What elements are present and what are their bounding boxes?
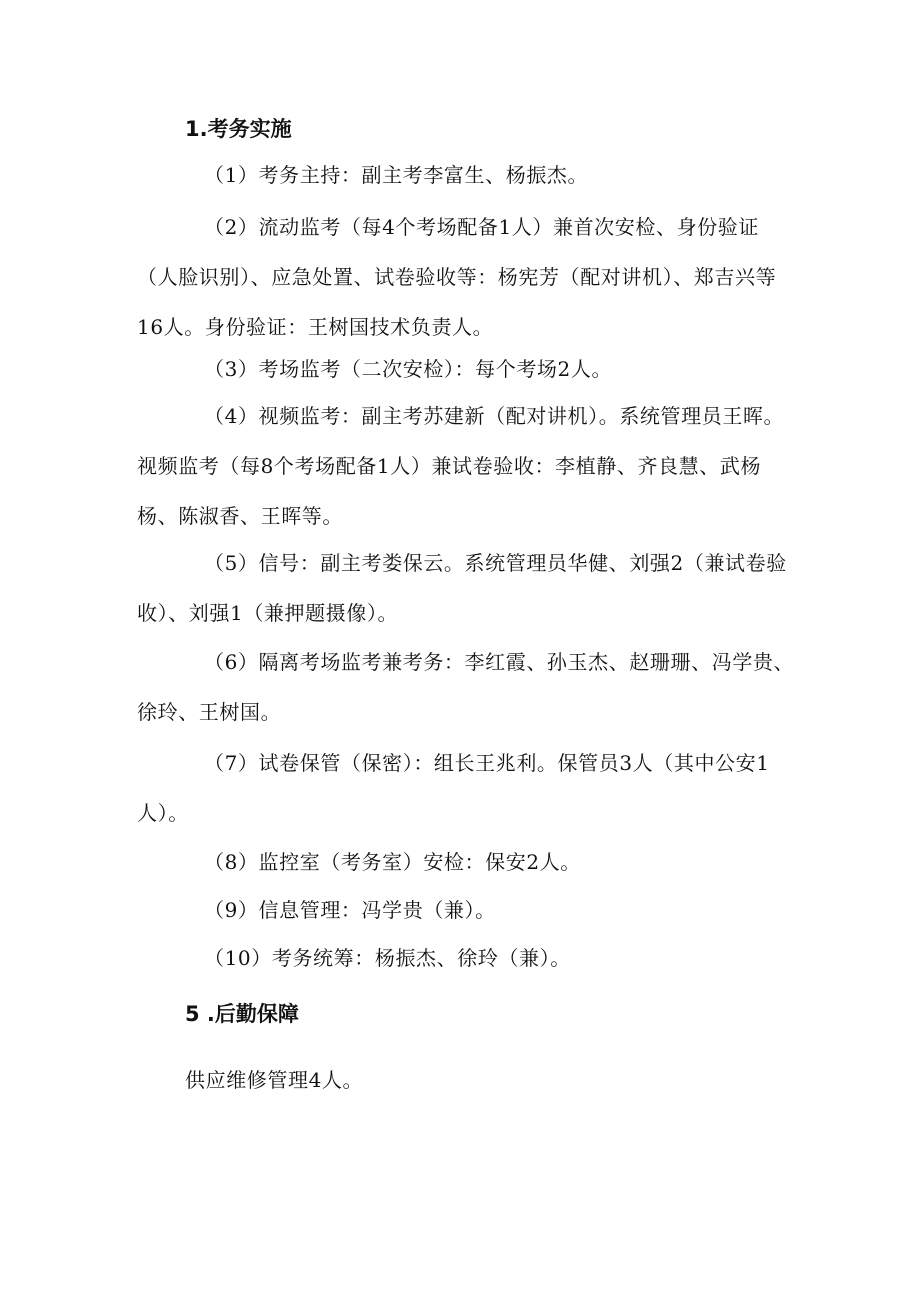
- item-2-mobile-invigilation: （2）流动监考（每4个考场配备1人）兼首次安检、身份验证（人脸识别）、应急处置、试卷验收等：杨宪芳（配对讲机）、郑吉兴等16人。身份验证：王树国技术负责人。: [137, 215, 777, 339]
- item-1-exam-host: （1）考务主持：副主考李富生、杨振杰。: [204, 163, 589, 187]
- item-8-monitoring-room: （8）监控室（考务室）安检：保安2人。: [204, 850, 581, 874]
- section-heading-exam-affairs: 1.考务实施: [185, 117, 292, 141]
- item-3-room-invigilation: （3）考场监考（二次安检）：每个考场2人。: [204, 357, 613, 381]
- section-heading-logistics: 5 .后勤保障: [185, 1002, 299, 1026]
- item-9-info-management: （9）信息管理：冯学贵（兼）。: [204, 898, 496, 922]
- item-10-coordination: （10）考务统筹：杨振杰、徐玲（兼）。: [204, 946, 571, 970]
- item-5-signal: （5）信号：副主考娄保云。系统管理员华健、刘强2（兼试卷验收）、刘强1（兼押题摄像）。: [137, 551, 787, 625]
- item-6-isolation-room: （6）隔离考场监考兼考务：李红霞、孙玉杰、赵珊珊、冯学贵、徐玲、王树国。: [137, 650, 795, 724]
- item-4-video-invigilation: （4）视频监考：副主考苏建新（配对讲机）。系统管理员王晖。视频监考（每8个考场配备1人）兼试卷验收：李植静、齐良慧、武杨杨、陈淑香、王晖等。: [137, 404, 785, 528]
- item-7-paper-custody: （7）试卷保管（保密）：组长王兆利。保管员3人（其中公安1人）。: [137, 751, 770, 825]
- logistics-item: 供应维修管理4人。: [185, 1068, 364, 1092]
